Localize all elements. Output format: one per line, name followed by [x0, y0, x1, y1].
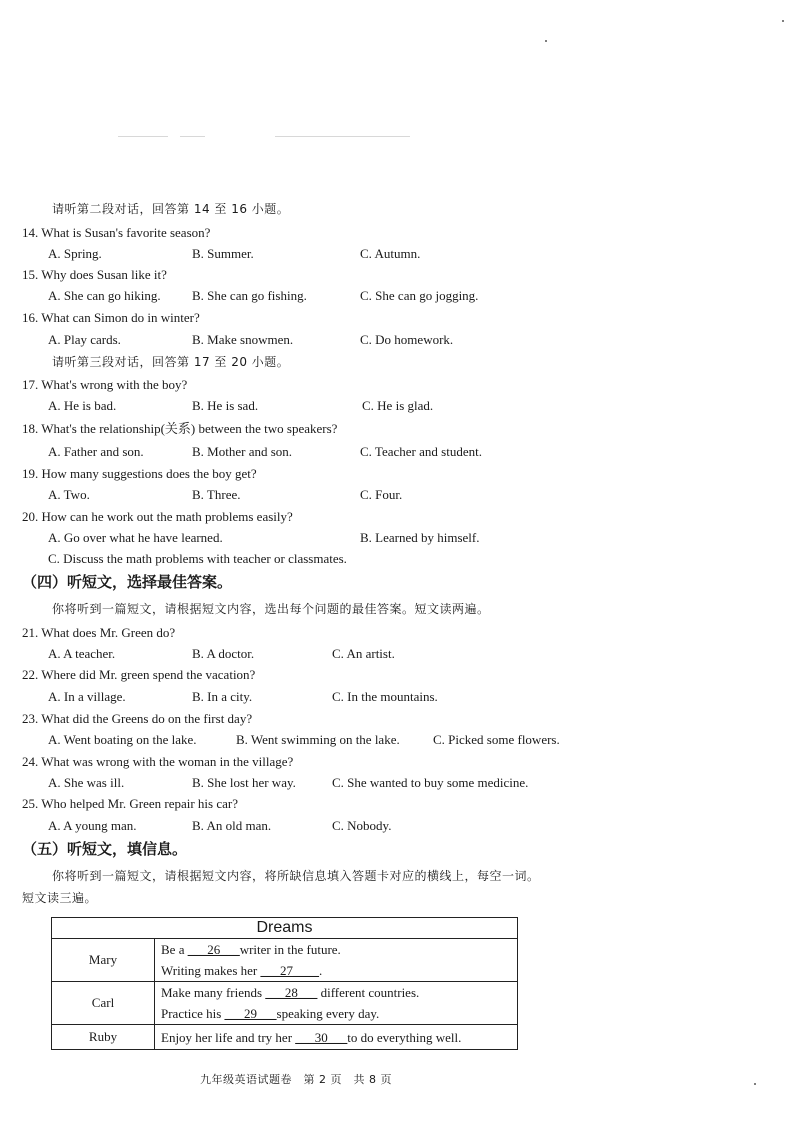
name-cell: Mary	[52, 939, 155, 982]
option-b: B. An old man.	[192, 818, 272, 833]
option-c: C. Autumn.	[360, 246, 421, 261]
question-14: 14. What is Susan's favorite season?	[22, 225, 211, 240]
scan-speck	[782, 20, 784, 22]
question-16: 16. What can Simon do in winter?	[22, 310, 200, 325]
option-a: A. She can go hiking.	[48, 288, 161, 303]
option-b: B. Went swimming on the lake.	[236, 732, 400, 747]
question-17: 17. What's wrong with the boy?	[22, 377, 188, 392]
part-instructions: 短文读三遍。	[22, 891, 98, 905]
scan-speck	[754, 1083, 756, 1085]
option-b: B. Three.	[192, 487, 241, 502]
question-23: 23. What did the Greens do on the first day?	[22, 711, 253, 726]
option-a: A. She was ill.	[48, 775, 125, 790]
name-cell: Ruby	[52, 1025, 155, 1050]
option-c: C. Four.	[360, 487, 403, 502]
option-b: B. Learned by himself.	[360, 530, 480, 545]
part-heading: （五）听短文，填信息。	[22, 840, 188, 858]
name-cell: Carl	[52, 982, 155, 1025]
dreams-table	[51, 917, 518, 1050]
content-cell: Be a ___26___writer in the future. Writing makes her ___27____.	[155, 939, 518, 982]
question-25: 25. Who helped Mr. Green repair his car?	[22, 796, 238, 811]
answer-blank-29: ___29___	[224, 1006, 277, 1021]
option-a: A. Went boating on the lake.	[48, 732, 197, 747]
part-instructions: 你将听到一篇短文，请根据短文内容，选出每个问题的最佳答案。短文读两遍。	[52, 602, 490, 616]
answer-blank-27: ___27____	[260, 963, 319, 978]
answer-blank-26: ___26___	[187, 942, 240, 957]
question-18: 18. What's the relationship(关系) between the two speakers?	[22, 421, 338, 436]
option-a: A. A teacher.	[48, 646, 116, 661]
part-instructions: 你将听到一篇短文，请根据短文内容，将所缺信息填入答题卡对应的横线上，每空一词。	[52, 869, 540, 883]
option-b: B. Mother and son.	[192, 444, 293, 459]
option-b: B. She lost her way.	[192, 775, 296, 790]
option-a: A. Father and son.	[48, 444, 144, 459]
content-cell: Make many friends ___28___ different countries. Practice his ___29___speaking every day.	[155, 982, 518, 1025]
question-15: 15. Why does Susan like it?	[22, 267, 167, 282]
table-title: Dreams	[52, 918, 518, 939]
option-c: C. In the mountains.	[332, 689, 438, 704]
scan-artifact-line	[118, 136, 168, 137]
option-a: A. He is bad.	[48, 398, 117, 413]
option-a: A. A young man.	[48, 818, 137, 833]
option-b: B. A doctor.	[192, 646, 255, 661]
table-row	[52, 1025, 518, 1050]
scan-speck	[545, 40, 547, 42]
option-c: C. She wanted to buy some medicine.	[332, 775, 529, 790]
section-intro: 请听第三段对话，回答第 17 至 20 小题。	[52, 355, 290, 369]
option-b: B. He is sad.	[192, 398, 259, 413]
scan-artifact-line	[180, 136, 205, 137]
option-b: B. She can go fishing.	[192, 288, 307, 303]
question-22: 22. Where did Mr. green spend the vacation?	[22, 667, 256, 682]
option-c: C. Teacher and student.	[360, 444, 482, 459]
page-footer: 九年级英语试题卷 第 2 页 共 8 页	[200, 1073, 392, 1086]
option-c: C. She can go jogging.	[360, 288, 479, 303]
question-19: 19. How many suggestions does the boy get?	[22, 466, 257, 481]
scan-artifact-line	[275, 136, 410, 137]
option-c: C. An artist.	[332, 646, 395, 661]
option-c: C. Discuss the math problems with teacher or classmates.	[48, 551, 347, 566]
table-row	[52, 939, 518, 982]
option-a: A. Go over what he have learned.	[48, 530, 223, 545]
answer-blank-28: ___28___	[265, 985, 318, 1000]
option-a: A. In a village.	[48, 689, 126, 704]
option-a: A. Play cards.	[48, 332, 121, 347]
question-21: 21. What does Mr. Green do?	[22, 625, 176, 640]
option-c: C. Do homework.	[360, 332, 454, 347]
option-a: A. Two.	[48, 487, 90, 502]
option-b: B. Make snowmen.	[192, 332, 294, 347]
option-b: B. Summer.	[192, 246, 254, 261]
option-a: A. Spring.	[48, 246, 102, 261]
option-c: C. He is glad.	[362, 398, 434, 413]
question-20: 20. How can he work out the math problems easily?	[22, 509, 293, 524]
section-intro: 请听第二段对话，回答第 14 至 16 小题。	[52, 202, 290, 216]
option-c: C. Nobody.	[332, 818, 392, 833]
part-heading: （四）听短文，选择最佳答案。	[22, 573, 233, 591]
table-row	[52, 982, 518, 1025]
option-c: C. Picked some flowers.	[433, 732, 560, 747]
question-24: 24. What was wrong with the woman in the village?	[22, 754, 294, 769]
option-b: B. In a city.	[192, 689, 253, 704]
answer-blank-30: ___30___	[295, 1029, 348, 1045]
content-cell: Enjoy her life and try her ___30___to do everything well.	[155, 1025, 518, 1050]
